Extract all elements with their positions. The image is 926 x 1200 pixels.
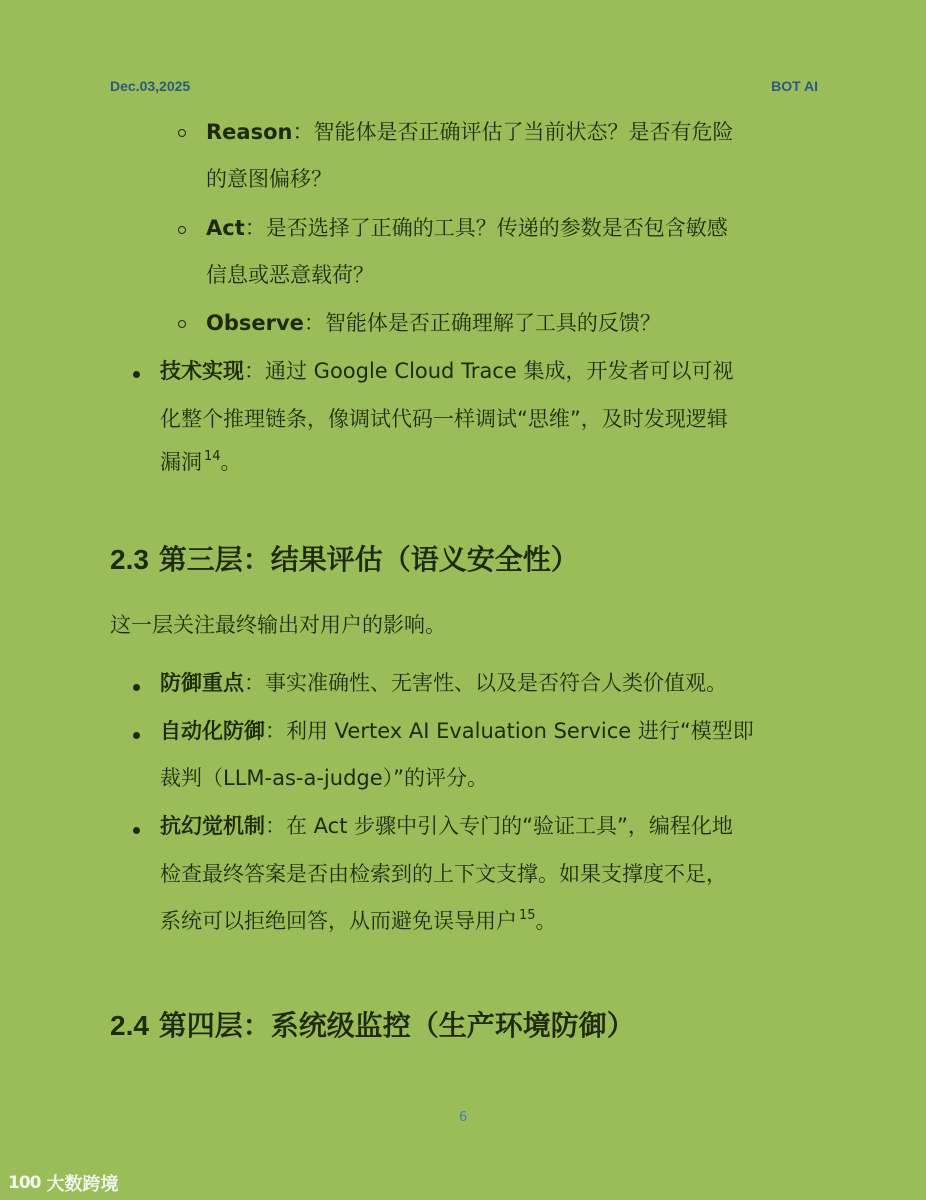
anti-text: ：在 Act 步骤中引入专门的“验证工具”，编程化地 xyxy=(265,814,733,838)
sub-bullet-icon xyxy=(178,320,186,328)
list-item-tech-end xyxy=(160,447,242,481)
page-number: 6 xyxy=(458,1110,468,1125)
list-item-tech xyxy=(160,356,733,386)
list-item-anti xyxy=(160,811,733,841)
tech-text-end: 漏洞 xyxy=(160,450,202,474)
list-item-reason xyxy=(206,117,733,147)
list-item-tech-cont: 化整个推理链条，像调试代码一样调试“思维”，及时发现逻辑 xyxy=(160,407,728,431)
anti-label: 抗幻觉机制 xyxy=(160,814,265,838)
observe-text: ：智能体是否正确理解了工具的反馈？ xyxy=(303,311,661,335)
act-text: ：是否选择了正确的工具？传递的参数是否包含敏感 xyxy=(244,216,728,240)
auto-text: ：利用 Vertex AI Evaluation Service 进行“模型即 xyxy=(265,719,754,743)
list-item-auto-cont: 裁判（LLM-as-a-judge）”的评分。 xyxy=(160,766,489,790)
defense-label: 防御重点 xyxy=(160,671,244,695)
reason-text: ：智能体是否正确评估了当前状态？是否有危险 xyxy=(292,120,734,144)
auto-label: 自动化防御 xyxy=(160,719,265,743)
sub-bullet-icon xyxy=(178,226,186,234)
footnote-ref[interactable]: 14 xyxy=(204,449,221,464)
list-item-auto xyxy=(160,716,754,746)
defense-text: ：事实准确性、无害性、以及是否符合人类价值观。 xyxy=(244,671,727,695)
section-number: 2.4 xyxy=(110,1010,149,1041)
section-heading-2-3 xyxy=(110,540,579,580)
watermark-logo: 100 xyxy=(8,1173,41,1193)
bullet-icon xyxy=(133,371,140,378)
sub-bullet-icon xyxy=(178,129,186,137)
act-label: Act xyxy=(206,216,245,240)
footnote-ref[interactable]: 15 xyxy=(519,908,536,923)
anti-punct: 。 xyxy=(535,909,557,933)
list-item-act-cont: 信息或恶意载荷？ xyxy=(206,263,374,287)
bullet-icon xyxy=(133,827,140,834)
section-title: 第三层：结果评估（语义安全性） xyxy=(158,543,579,576)
watermark-text: 大数跨境 xyxy=(46,1174,119,1195)
list-item-reason-cont: 的意图偏移？ xyxy=(206,167,332,191)
watermark xyxy=(8,1170,119,1196)
list-item-act xyxy=(206,213,728,243)
bullet-icon xyxy=(133,684,140,691)
section-number: 2.3 xyxy=(110,544,149,575)
tech-text: ：通过 Google Cloud Trace 集成，开发者可以可视 xyxy=(244,359,734,383)
tech-punct: 。 xyxy=(220,450,242,474)
list-item-anti-cont: 检查最终答案是否由检索到的上下文支撑。如果支撑度不足， xyxy=(160,862,727,886)
bullet-icon xyxy=(133,732,140,739)
list-item-defense xyxy=(160,668,727,698)
list-item-observe xyxy=(206,308,661,338)
tech-label: 技术实现 xyxy=(160,359,244,383)
list-item-anti-end xyxy=(160,906,557,940)
section-title: 第四层：系统级监控（生产环境防御） xyxy=(158,1009,635,1042)
header-date: Dec.03,2025 xyxy=(110,78,191,94)
reason-label: Reason xyxy=(206,120,293,144)
section-intro: 这一层关注最终输出对用户的影响。 xyxy=(110,613,446,637)
anti-text-end: 系统可以拒绝回答，从而避免误导用户 xyxy=(160,909,517,933)
observe-label: Observe xyxy=(206,311,304,335)
header-brand: BOT AI xyxy=(771,78,818,94)
section-heading-2-4 xyxy=(110,1006,635,1046)
